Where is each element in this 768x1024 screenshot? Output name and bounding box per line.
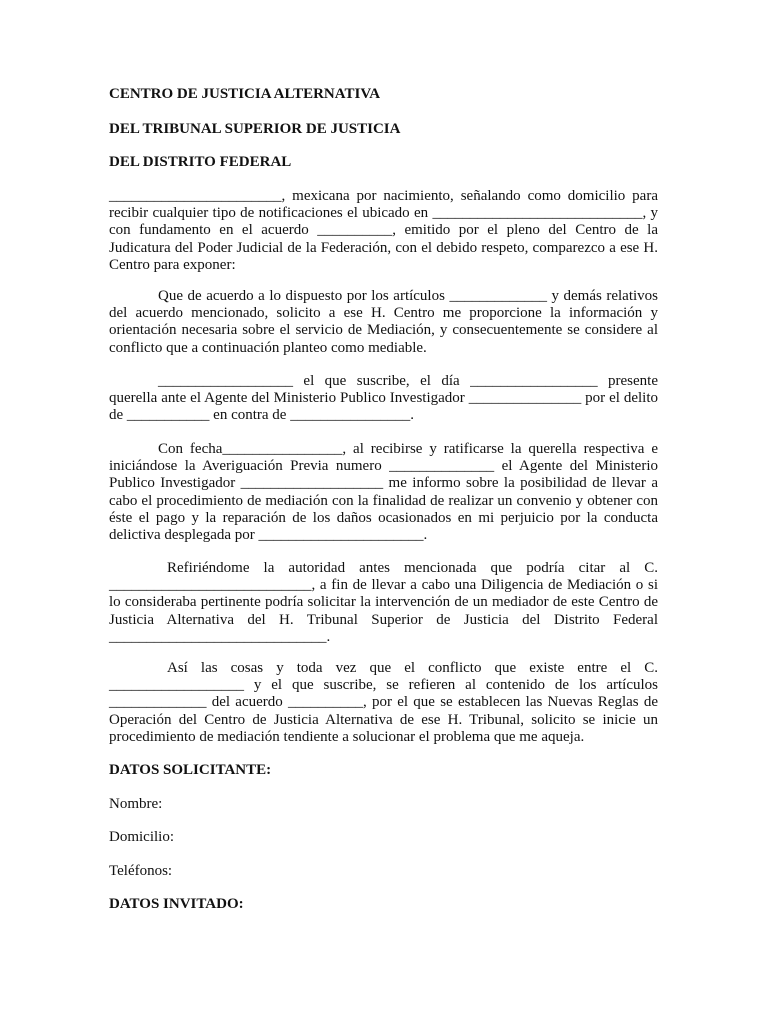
datos-invitado-title: DATOS INVITADO: xyxy=(109,896,244,912)
paragraph-averiguacion: Con fecha________________, al recibirse y ratificarse la querella respectiva e iniciándose la Averiguación Previa numero ______________ el Agente del Ministerio Publico Investigador ___________________ me informo sobre la posibilidad de llevar a cabo el procedimiento de mediación con la finalidad de realizar un convenio y obtener con éste el pago y la reparación de los daños ocasionados en mi perjuicio por la conducta delictiva desplegada por ______________________. xyxy=(109,441,658,544)
paragraph-articulos: Que de acuerdo a lo dispuesto por los artículos _____________ y demás relativos del acuerdo mencionado, solicito a ese H. Centro me proporcione la información y orientación necesaria sobre el servicio de Mediación, y consecuentemente se considere al conflicto que a continuación planteo como mediable. xyxy=(109,288,658,356)
paragraph-solicitud: Así las cosas y toda vez que el conflicto que existe entre el C. __________________ y el que suscribe, se refieren al contenido de los artículos _____________ del acuerdo __________, por el que se establecen las Nuevas Reglas de Operación del Centro de Justicia Alternativa de ese H. Tribunal, solicito se inicie un procedimiento de mediación tendiente a solucionar el problema que me aqueja. xyxy=(109,660,658,745)
datos-solicitante-title: DATOS SOLICITANTE: xyxy=(109,762,272,778)
domicilio-label: Domicilio: xyxy=(109,829,174,845)
header-line-3: DEL DISTRITO FEDERAL xyxy=(109,154,292,170)
header-line-1: CENTRO DE JUSTICIA ALTERNATIVA xyxy=(109,86,381,102)
paragraph-querella: __________________ el que suscribe, el día _________________ presente querella ante el Agente del Ministerio Publico Investigador _______________ por el delito de ___________ en contra de ________________. xyxy=(109,373,658,424)
paragraph-diligencia: Refiriéndome la autoridad antes mencionada que podría citar al C. ___________________________, a fin de llevar a cabo una Diligencia de Mediación o si lo consideraba pertinente podría solicitar la intervención de un mediador de este Centro de Justicia Alternativa del H. Tribunal Superior de Justicia del Distrito Federal _____________________________. xyxy=(109,560,658,645)
paragraph-intro: _______________________, mexicana por nacimiento, señalando como domicilio para recibir cualquier tipo de notificaciones el ubicado en ____________________________, y con fundamento en el acuerdo __________, emitido por el pleno del Centro de la Judicatura del Poder Judicial de la Federación, con el debido respeto, comparezco a ese H. Centro para exponer: xyxy=(109,188,658,273)
telefonos-label: Teléfonos: xyxy=(109,863,173,879)
header-line-2: DEL TRIBUNAL SUPERIOR DE JUSTICIA xyxy=(109,121,401,137)
nombre-label: Nombre: xyxy=(109,796,163,812)
